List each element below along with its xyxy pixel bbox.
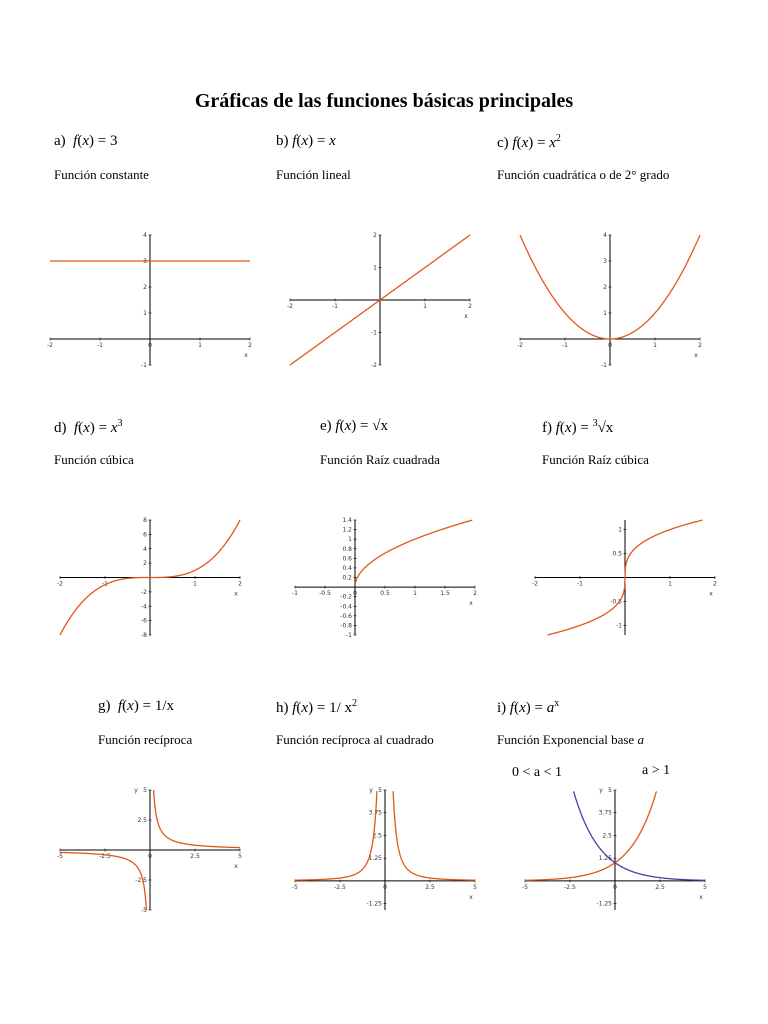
x-axis-label: x (234, 863, 238, 870)
y-tick-label: -6 (141, 617, 147, 625)
exp-note-right: a > 1 (642, 763, 671, 778)
y-tick-label: 5 (143, 787, 147, 794)
x-axis-label: x (464, 313, 468, 320)
x-tick-label: 0.5 (380, 590, 390, 598)
y-tick-label: -1 (141, 362, 147, 369)
y-tick-label: 0.8 (342, 545, 352, 553)
x-tick-label: 5 (473, 883, 477, 891)
y-tick-label: 1.4 (342, 517, 352, 524)
y-tick-label: 1 (603, 310, 607, 317)
plot-e (285, 510, 485, 645)
x-tick-label: 1 (198, 342, 202, 349)
x-tick-label: -1 (102, 580, 108, 588)
formula-b: b) f(x) = x (276, 133, 336, 149)
description-a: Función constante (54, 167, 149, 182)
x-tick-label: -1 (292, 590, 298, 598)
x-axis-label: x (699, 893, 703, 901)
x-tick-label: -2 (517, 342, 523, 349)
x-tick-label: -2 (47, 342, 53, 349)
x-tick-label: 2 (713, 580, 717, 588)
x-tick-label: 2.5 (190, 853, 200, 860)
x-tick-label: 0 (353, 590, 357, 598)
y-tick-label: 5 (608, 787, 612, 794)
x-tick-label: -2 (57, 580, 63, 588)
y-tick-label: 1.25 (598, 855, 612, 863)
x-tick-label: 2 (468, 303, 472, 310)
x-axis-label: x (469, 893, 473, 901)
x-tick-label: -1 (577, 580, 583, 588)
y-tick-label: 4 (143, 232, 147, 239)
y-tick-label: 1 (618, 526, 622, 534)
y-tick-label: 2.5 (372, 832, 382, 840)
x-tick-label: 1 (668, 580, 672, 588)
y-tick-label: -8 (141, 632, 147, 639)
x-tick-label: -2.5 (334, 883, 346, 891)
x-tick-label: 0 (613, 883, 617, 891)
y-tick-label: 3 (143, 258, 147, 265)
y-tick-label: 4 (603, 232, 607, 239)
x-tick-label: 2.5 (655, 883, 665, 891)
plot-g (50, 780, 250, 920)
y-tick-label: 8 (143, 517, 147, 524)
x-tick-label: 2 (473, 590, 477, 598)
y-tick-label: -1 (371, 329, 377, 337)
y-tick-label: 2 (143, 284, 147, 291)
description-h: Función recíproca al cuadrado (276, 732, 434, 747)
x-axis-label: x (469, 600, 473, 608)
y-tick-label: -5 (141, 907, 147, 914)
y-tick-label: -0.8 (340, 622, 352, 630)
plot-a (40, 225, 260, 375)
plot-h (285, 780, 485, 920)
x-tick-label: 5 (703, 883, 707, 891)
x-tick-label: -1 (97, 342, 103, 349)
x-tick-label: 1 (193, 580, 197, 588)
y-tick-label: 1 (143, 310, 147, 317)
x-tick-label: 2 (248, 342, 252, 349)
x-tick-label: -5 (522, 883, 528, 891)
x-tick-label: 0 (148, 853, 152, 860)
x-tick-label: 2.5 (425, 883, 435, 891)
x-tick-label: 0 (608, 342, 612, 349)
y-tick-label: -1 (346, 632, 352, 639)
x-tick-label: -2.5 (564, 883, 576, 891)
y-tick-label: -1 (616, 622, 622, 630)
y-tick-label: 1.2 (342, 526, 352, 534)
y-tick-label: 2.5 (137, 817, 147, 824)
y-tick-label: 2 (373, 232, 377, 239)
page-title: Gráficas de las funciones básicas principales (194, 90, 574, 112)
x-tick-label: 2 (238, 580, 242, 588)
y-axis-label: y (134, 787, 138, 794)
x-tick-label: 0 (148, 342, 152, 349)
formula-c: c) $f(x) = x^2$ (497, 133, 561, 151)
x-tick-label: -1 (562, 342, 568, 349)
x-tick-label: 0 (383, 883, 387, 891)
exp-note-left: 0 < a < 1 (512, 765, 563, 780)
y-tick-label: 0.6 (342, 555, 352, 563)
y-axis-label: y (599, 787, 603, 794)
x-tick-label: 1 (423, 303, 427, 310)
y-tick-label: -2 (371, 362, 377, 369)
x-tick-label: -2 (287, 303, 293, 310)
plot-i (515, 780, 715, 920)
y-tick-label: 2.5 (602, 832, 612, 840)
x-axis-label: x (709, 590, 713, 598)
x-tick-label: -5 (292, 883, 298, 891)
description-d: Función cúbica (54, 452, 134, 467)
formula-e: e) f(x) = √x (320, 418, 388, 434)
x-tick-label: -1 (332, 303, 338, 310)
y-tick-label: -2 (141, 588, 147, 596)
x-tick-label: 5 (238, 853, 242, 860)
formula-g: g) f(x) = 1/x (98, 698, 174, 714)
y-tick-label: 3.75 (368, 809, 382, 817)
y-tick-label: -1.25 (596, 900, 612, 908)
x-tick-label: 2 (698, 342, 702, 349)
x-axis-label: x (694, 352, 698, 359)
description-i: Función Exponencial base a (497, 732, 644, 747)
formula-a: a) f(x) = 3 (54, 133, 118, 149)
description-g: Función recíproca (98, 732, 193, 747)
y-tick-label: -0.4 (340, 603, 352, 611)
y-tick-label: -1.25 (366, 900, 382, 908)
plot-c (510, 225, 710, 375)
y-tick-label: 1 (348, 536, 352, 544)
y-tick-label: 6 (143, 531, 147, 539)
x-tick-label: -5 (57, 853, 63, 860)
y-tick-label: 2 (143, 560, 147, 568)
x-tick-label: 1.5 (440, 590, 450, 598)
formula-f: f) f(x) = $^3$√x (542, 418, 614, 436)
plot-b (280, 225, 480, 375)
description-f: Función Raíz cúbica (542, 452, 649, 467)
y-tick-label: 1 (373, 264, 377, 272)
y-tick-label: 0.2 (342, 574, 352, 582)
x-tick-label: -2.5 (99, 853, 111, 860)
formula-d: d) $f(x) = x^3$ (54, 418, 123, 436)
y-tick-label: -0.6 (340, 612, 352, 620)
y-tick-label: 0.4 (342, 564, 352, 572)
x-tick-label: 1 (653, 342, 657, 349)
y-tick-label: -2.5 (135, 877, 147, 884)
x-tick-label: -0.5 (319, 590, 331, 598)
plot-d (50, 510, 250, 645)
y-tick-label: 3.75 (598, 809, 612, 817)
y-tick-label: 1.25 (368, 855, 382, 863)
curve-e (355, 520, 472, 584)
y-tick-label: 2 (603, 284, 607, 291)
y-tick-label: -4 (141, 603, 147, 611)
description-b: Función lineal (276, 167, 351, 182)
y-tick-label: -1 (601, 362, 607, 369)
x-tick-label: 1 (413, 590, 417, 598)
x-axis-label: x (234, 590, 238, 598)
description-e: Función Raíz cuadrada (320, 452, 440, 467)
y-tick-label: 4 (143, 545, 147, 553)
y-tick-label: 3 (603, 258, 607, 265)
y-tick-label: 0.5 (612, 550, 622, 558)
x-tick-label: -2 (532, 580, 538, 588)
description-c: Función cuadrática o de 2° grado (497, 167, 670, 182)
formula-h: h) f(x) = 1/ $x^2$ (276, 698, 357, 716)
formula-i: i) $f(x) = a^x$ (497, 698, 560, 716)
y-tick-label: 5 (378, 787, 382, 794)
y-axis-label: y (369, 787, 373, 794)
plot-f (525, 510, 725, 645)
y-tick-label: -0.5 (610, 598, 622, 606)
y-tick-label: -0.2 (340, 593, 352, 601)
x-axis-label: x (244, 352, 248, 359)
